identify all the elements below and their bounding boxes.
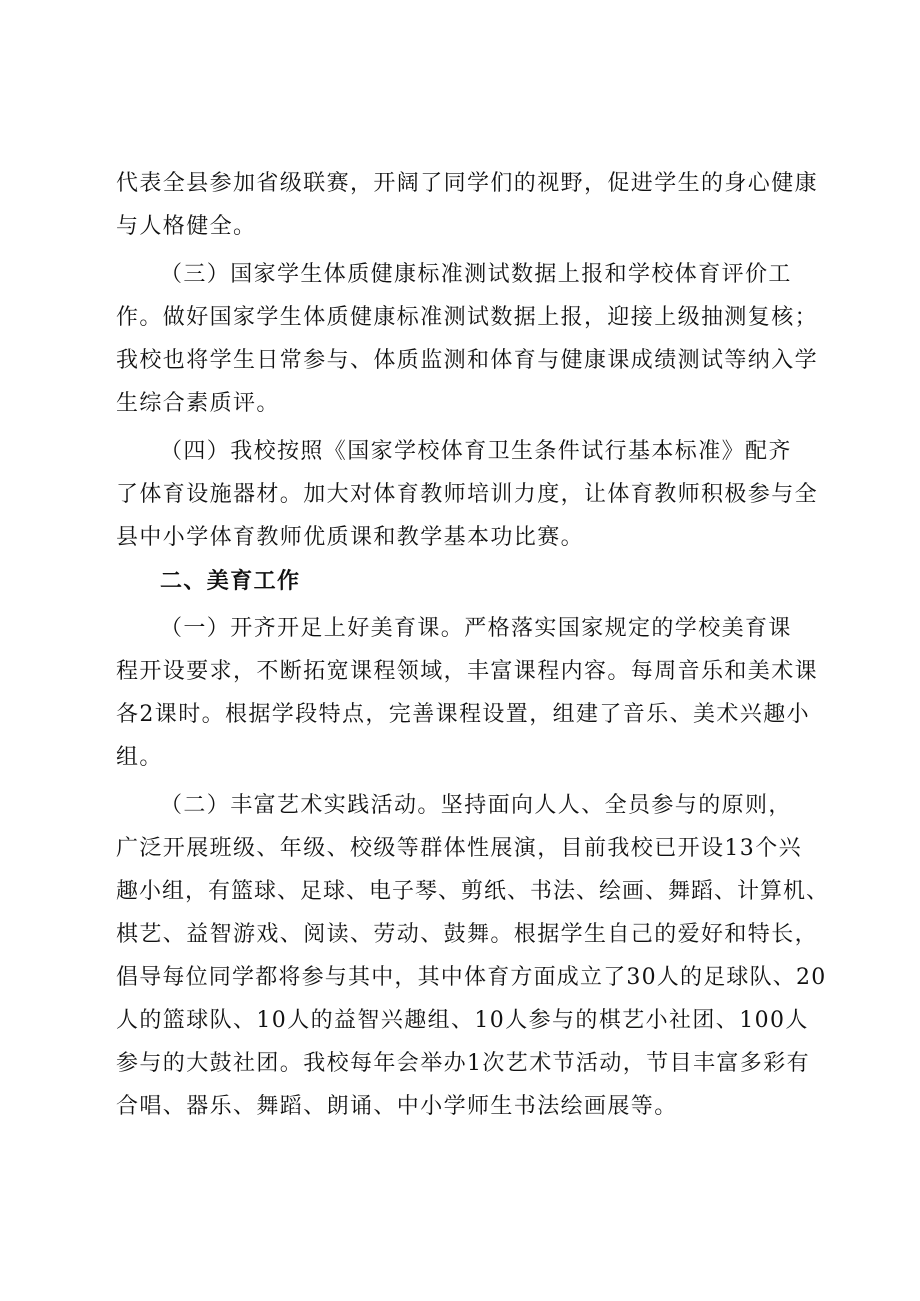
- paragraph-line: 参与的大鼓社团。我校每年会举办1次艺术节活动，节目丰富多彩有: [116, 1051, 810, 1076]
- paragraph-line: 趣小组，有篮球、足球、电子琴、剪纸、书法、绘画、舞蹈、计算机、: [116, 879, 830, 904]
- paragraph-line: （四）我校按照《国家学校体育卫生条件试行基本标准》配齐: [160, 439, 792, 464]
- paragraph-line: 代表全县参加省级联赛，开阔了同学们的视野，促进学生的身心健康: [116, 171, 819, 196]
- paragraph-line: 程开设要求，不断拓宽课程领域，丰富课程内容。每周音乐和美术课: [116, 659, 819, 684]
- section-heading: 二、美育工作: [160, 569, 301, 594]
- paragraph-line: 与人格健全。: [116, 214, 257, 239]
- paragraph-line: （二）丰富艺术实践活动。坚持面向人人、全员参与的原则，: [160, 793, 792, 818]
- paragraph-line: 合唱、器乐、舞蹈、朗诵、中小学师生书法绘画展等。: [116, 1094, 678, 1119]
- paragraph-line: 各2课时。根据学段特点，完善课程设置，组建了音乐、美术兴趣小: [116, 702, 810, 727]
- paragraph-line: （一）开齐开足上好美育课。严格落实国家规定的学校美育课: [160, 616, 792, 641]
- paragraph-line: 县中小学体育教师优质课和教学基本功比赛。: [116, 525, 585, 550]
- paragraph-line: 组。: [116, 745, 163, 770]
- paragraph-line: 棋艺、益智游戏、阅读、劳动、鼓舞。根据学生自己的爱好和特长，: [116, 922, 819, 947]
- paragraph-line: 广泛开展班级、年级、校级等群体性展演，目前我校已开设13个兴: [116, 836, 802, 861]
- paragraph-line: 倡导每位同学都将参与其中，其中体育方面成立了30人的足球队、20: [116, 965, 827, 990]
- paragraph-line: （三）国家学生体质健康标准测试数据上报和学校体育评价工: [160, 262, 792, 287]
- paragraph-line: 作。做好国家学生体质健康标准测试数据上报，迎接上级抽测复核；: [116, 305, 819, 330]
- paragraph-line: 人的篮球队、10人的益智兴趣组、10人参与的棋艺小社团、100人: [116, 1008, 809, 1033]
- paragraph-line: 我校也将学生日常参与、体质监测和体育与健康课成绩测试等纳入学: [116, 348, 819, 373]
- paragraph-line: 了体育设施器材。加大对体育教师培训力度，让体育教师积极参与全: [116, 482, 819, 507]
- paragraph-line: 生综合素质评。: [116, 391, 280, 416]
